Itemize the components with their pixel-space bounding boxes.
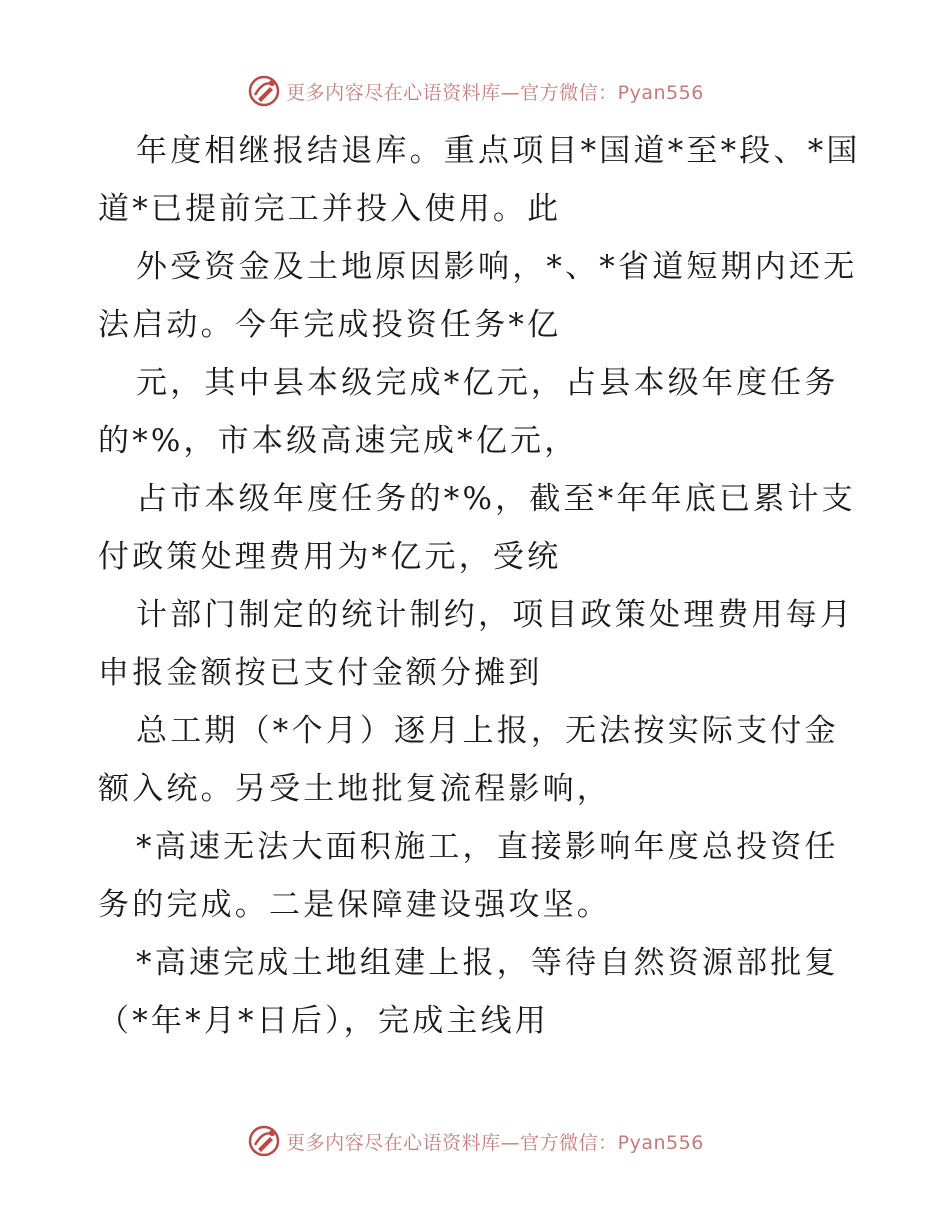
paragraph-line: 的*%，市本级高速完成*亿元， [98, 423, 579, 459]
paragraph [98, 934, 858, 1050]
paragraph [98, 470, 858, 586]
paragraph [98, 818, 858, 934]
document-body [98, 122, 861, 1050]
paragraph-line: 道*已提前完工并投入使用。此 [98, 191, 562, 227]
paragraph-line: 年度相继报结退库。重点项目*国道*至*段、*国 [136, 133, 861, 169]
paragraph [98, 702, 858, 818]
watermark-text: 更多内容尽在心语资料库—官方微信：Pyan556 [286, 81, 704, 104]
paragraph [98, 586, 858, 702]
paragraph-line: 外受资金及土地原因影响，*、*省道短期内还无 [136, 249, 858, 285]
brand-logo-icon [246, 73, 282, 109]
paragraph-line: 总工期（*个月）逐月上报，无法按实际支付金 [136, 713, 839, 749]
footer-watermark [0, 1121, 950, 1161]
paragraph-line: 计部门制定的统计制约，项目政策处理费用每月 [136, 597, 855, 633]
paragraph-line: 申报金额按已支付金额分摊到 [98, 655, 543, 691]
paragraph-line: 元，其中县本级完成*亿元，占县本级年度任务 [136, 365, 839, 401]
paragraph-line: 务的完成。二是保障建设强攻坚。 [98, 887, 611, 923]
paragraph [98, 238, 858, 354]
paragraph-line: 额入统。另受土地批复流程影响， [98, 771, 611, 807]
header-watermark [0, 71, 950, 111]
paragraph [98, 122, 861, 238]
paragraph [98, 354, 858, 470]
paragraph-line: *高速无法大面积施工，直接影响年度总投资任 [136, 829, 839, 865]
paragraph-line: 法启动。今年完成投资任务*亿 [98, 307, 562, 343]
paragraph-line: 占市本级年度任务的*%，截至*年年底已累计支 [136, 481, 856, 517]
paragraph-line: *高速完成土地组建上报，等待自然资源部批复 [136, 945, 839, 981]
brand-logo-icon [246, 1123, 282, 1159]
watermark-text: 更多内容尽在心语资料库—官方微信：Pyan556 [286, 1131, 704, 1154]
paragraph-line: 付政策处理费用为*亿元，受统 [98, 539, 562, 575]
paragraph-line: （*年*月*日后），完成主线用 [98, 1003, 549, 1039]
